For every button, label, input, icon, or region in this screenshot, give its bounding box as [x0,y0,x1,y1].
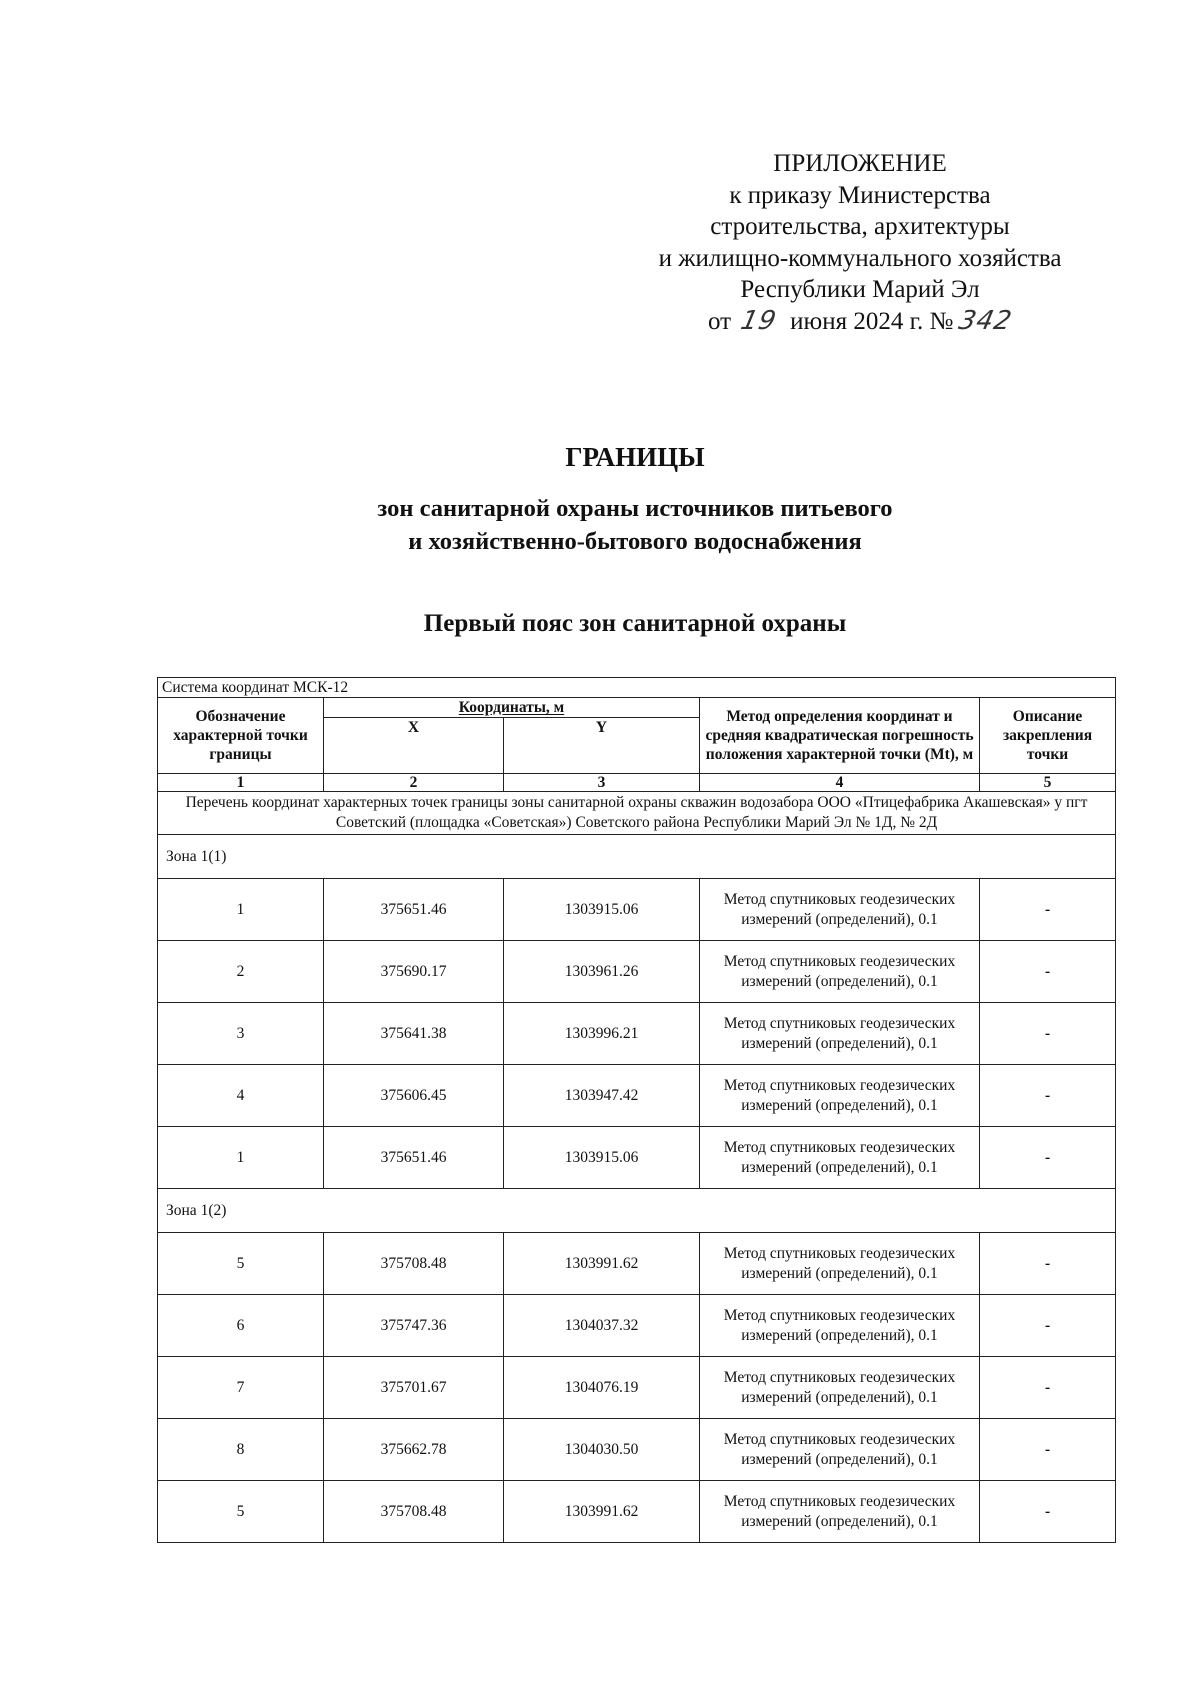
cell-y: 1303915.06 [504,1127,700,1189]
handwritten-order-number: 342 [956,305,1016,336]
cell-description: - [980,1127,1116,1189]
appendix-line: Республики Марий Эл [740,276,980,303]
table-row [158,879,1116,941]
cell-x: 375651.46 [324,1127,504,1189]
header-point: Обозначение характерной точки границы [158,698,324,774]
cell-x: 375606.45 [324,1065,504,1127]
subtitle-line-2: и хозяйственно-бытового водоснабжения [408,528,862,555]
cell-method: Метод спутниковых геодезических измерений (определений), 0.1 [700,1127,980,1189]
table-row [158,941,1116,1003]
table-row [158,1481,1116,1543]
cell-method: Метод спутниковых геодезических измерений (определений), 0.1 [700,1065,980,1127]
column-number: 2 [324,774,504,792]
cell-y: 1303961.26 [504,941,700,1003]
cell-x: 375662.78 [324,1419,504,1481]
header-coordinates: Координаты, м [324,698,700,718]
column-number: 5 [980,774,1116,792]
appendix-line: строительства, архитектуры [710,213,1010,240]
cell-method: Метод спутниковых геодезических измерений (определений), 0.1 [700,941,980,1003]
handwritten-day: 19 [738,305,780,336]
cell-point: 4 [158,1065,324,1127]
section-title: Первый пояс зон санитарной охраны [423,610,847,637]
cell-y: 1303915.06 [504,879,700,941]
cell-method: Метод спутниковых геодезических измерений (определений), 0.1 [700,1295,980,1357]
document-title: ГРАНИЦЫ [565,442,705,472]
appendix-line: и жилищно-коммунального хозяйства [658,244,1062,272]
appendix-block [600,148,1120,337]
cell-description: - [980,1295,1116,1357]
cell-point: 5 [158,1233,324,1295]
appendix-line: к приказу Министерства [729,181,991,209]
cell-y: 1303991.62 [504,1233,700,1295]
table-row [158,1233,1116,1295]
cell-method: Метод спутниковых геодезических измерений (определений), 0.1 [700,879,980,941]
cell-y: 1303991.62 [504,1481,700,1543]
cell-y: 1303996.21 [504,1003,700,1065]
cell-method: Метод спутниковых геодезических измерений (определений), 0.1 [700,1357,980,1419]
cell-x: 375708.48 [324,1481,504,1543]
cell-description: - [980,1357,1116,1419]
coordinates-table [157,677,1116,1543]
cell-method: Метод спутниковых геодезических измерений (определений), 0.1 [700,1481,980,1543]
coordinate-system-cell: Система координат МСК-12 [158,678,1116,698]
cell-description: - [980,941,1116,1003]
subtitle-line-1: зон санитарной охраны источников питьевого [377,495,893,522]
document-subtitle [0,492,1200,558]
cell-method: Метод спутниковых геодезических измерений (определений), 0.1 [700,1003,980,1065]
table-row [158,1065,1116,1127]
cell-point: 6 [158,1295,324,1357]
column-number: 4 [700,774,980,792]
cell-point: 1 [158,1127,324,1189]
cell-point: 2 [158,941,324,1003]
cell-y: 1303947.42 [504,1065,700,1127]
header-description: Описание закрепления точки [980,698,1116,774]
cell-description: - [980,1419,1116,1481]
date-rest: июня 2024 г. № [790,307,954,335]
zone-header: Зона 1(1) [158,835,1116,879]
header-method: Метод определения координат и средняя квадратическая погрешность положения характерной точки (Mt), м [700,698,980,774]
cell-x: 375690.17 [324,941,504,1003]
cell-description: - [980,1003,1116,1065]
cell-y: 1304037.32 [504,1295,700,1357]
cell-x: 375747.36 [324,1295,504,1357]
cell-x: 375701.67 [324,1357,504,1419]
column-number: 1 [158,774,324,792]
cell-point: 3 [158,1003,324,1065]
date-prefix: от [707,307,732,335]
cell-method: Метод спутниковых геодезических измерений (определений), 0.1 [700,1233,980,1295]
header-x: X [324,718,504,774]
cell-description: - [980,1481,1116,1543]
listing-title: Перечень координат характерных точек границы зоны санитарной охраны скважин водозабора ООО «Птицефабрика Акашевская» у пгт Советский (площадка «Советская») Советского района Республики Марий Эл № 1Д, № 2Д [158,792,1116,835]
cell-method: Метод спутниковых геодезических измерений (определений), 0.1 [700,1419,980,1481]
table-row [158,1295,1116,1357]
table-row [158,1419,1116,1481]
table-row [158,1357,1116,1419]
zone-header: Зона 1(2) [158,1189,1116,1233]
cell-point: 8 [158,1419,324,1481]
cell-description: - [980,1065,1116,1127]
header-y: Y [504,718,700,774]
cell-x: 375651.46 [324,879,504,941]
cell-description: - [980,1233,1116,1295]
cell-point: 7 [158,1357,324,1419]
table-row [158,1127,1116,1189]
cell-description: - [980,879,1116,941]
column-number: 3 [504,774,700,792]
cell-x: 375708.48 [324,1233,504,1295]
table-row [158,1003,1116,1065]
appendix-heading: ПРИЛОЖЕНИЕ [773,150,947,177]
cell-y: 1304076.19 [504,1357,700,1419]
cell-point: 1 [158,879,324,941]
cell-x: 375641.38 [324,1003,504,1065]
cell-point: 5 [158,1481,324,1543]
cell-y: 1304030.50 [504,1419,700,1481]
appendix-date-line [600,306,1120,338]
